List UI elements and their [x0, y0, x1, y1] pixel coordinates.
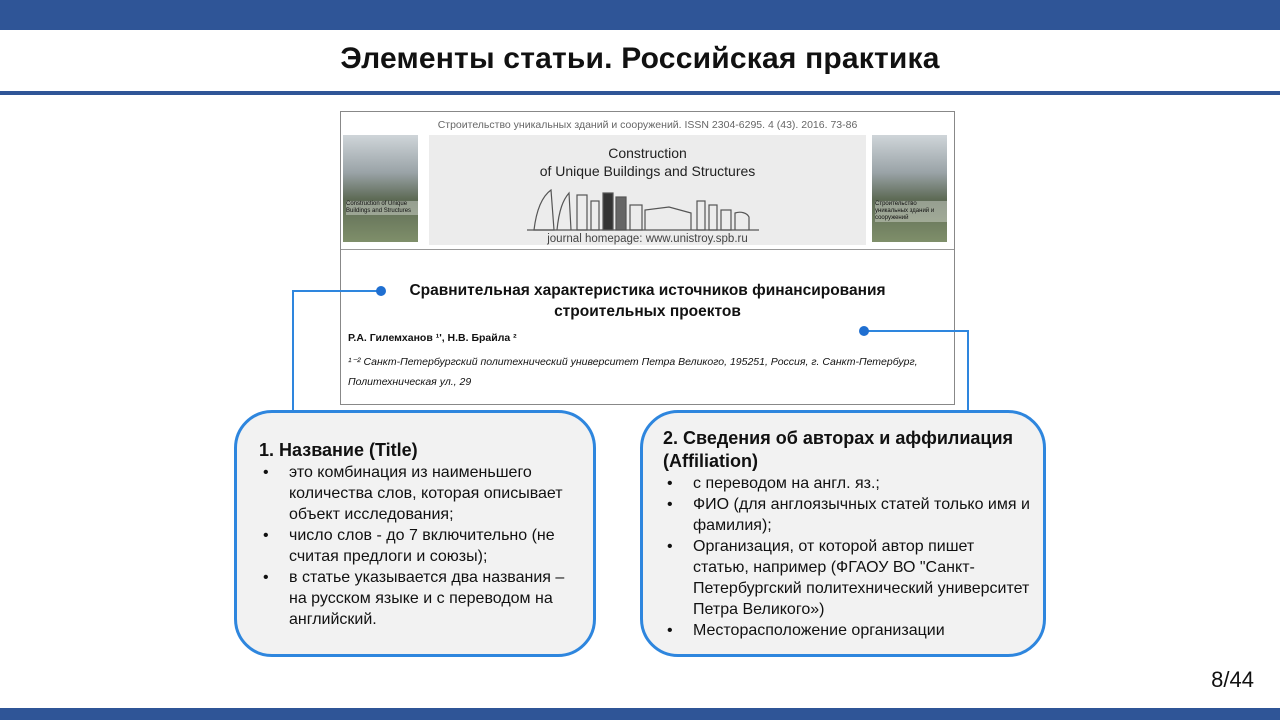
- journal-meta: Строительство уникальных зданий и сооружений. ISSN 2304-6295. 4 (43). 2016. 73-86: [437, 119, 858, 131]
- list-item: • Организация, от которой автор пишет статью, например (ФГАОУ ВО "Санкт-Петербургский политехнический университет Петра Великого»): [667, 538, 1030, 618]
- bullet: •: [667, 475, 673, 492]
- journal-title-line1: Construction: [608, 145, 687, 161]
- article-title: [361, 280, 934, 322]
- slide-title: Элементы статьи. Российская практика: [340, 42, 940, 75]
- article-title-line2: строительных проектов: [554, 303, 741, 320]
- bullet: •: [263, 464, 269, 481]
- callout-affiliation-list: [663, 473, 1033, 641]
- journal-header: [341, 112, 954, 250]
- callout-title: [234, 410, 596, 657]
- callout-title-list: [259, 462, 583, 630]
- bottom-bar: [0, 708, 1280, 720]
- journal-title-line2: of Unique Buildings and Structures: [539, 163, 756, 179]
- title-rule: [0, 91, 1280, 95]
- article-authors: Р.А. Гилемханов ¹', Н.В. Брайла ²: [348, 332, 517, 344]
- list-item: • число слов - до 7 включительно (не считая предлоги и союзы);: [263, 527, 555, 565]
- journal-homepage: journal homepage: www.unistroy.spb.ru: [547, 233, 748, 245]
- article-preview: [340, 111, 955, 405]
- list-item: • ФИО (для англоязычных статей только имя и фамилия);: [667, 496, 1030, 534]
- page-number: 8/44: [1211, 667, 1254, 692]
- callout-affiliation: [640, 410, 1046, 657]
- connector-title-dot: [376, 286, 386, 296]
- cover-caption-left: Construction of Unique Buildings and Structures: [346, 201, 418, 215]
- cover-caption-right: Строительство уникальных зданий и сооружений: [875, 201, 947, 222]
- journal-banner: [429, 135, 866, 245]
- connector-affil-h: [864, 330, 969, 332]
- connector-title-h: [292, 290, 380, 292]
- list-item: • в статье указывается два названия – на русском языке и с переводом на английский.: [263, 569, 565, 628]
- journal-cover-left: [343, 135, 418, 242]
- connector-title-v: [292, 290, 294, 411]
- list-item: • это комбинация из наименьшего количества слов, которая описывает объект исследования;: [263, 464, 563, 523]
- connector-affil-dot: [859, 326, 869, 336]
- article-title-line1: Сравнительная характеристика источников финансирования: [409, 282, 886, 299]
- bullet: •: [667, 496, 673, 513]
- top-bar: [0, 0, 1280, 30]
- article-affiliation: ¹⁻² Санкт-Петербургский политехнический университет Петра Великого, 195251, Россия, г. Санкт-Петербург, Политехническая ул., 29: [348, 356, 918, 388]
- skyline-illustration: [429, 135, 866, 245]
- connector-affil-v: [967, 330, 969, 411]
- journal-cover-right: [872, 135, 947, 242]
- bullet: •: [667, 538, 673, 555]
- list-item: • Месторасположение организации: [667, 622, 945, 639]
- callout-affiliation-heading: 2. Сведения об авторах и аффилиация (Affiliation): [663, 428, 1014, 471]
- bullet: •: [263, 569, 269, 586]
- list-item: • с переводом на англ. яз.;: [667, 475, 880, 492]
- bullet: •: [667, 622, 673, 639]
- callout-title-heading: 1. Название (Title): [259, 440, 418, 460]
- bullet: •: [263, 527, 269, 544]
